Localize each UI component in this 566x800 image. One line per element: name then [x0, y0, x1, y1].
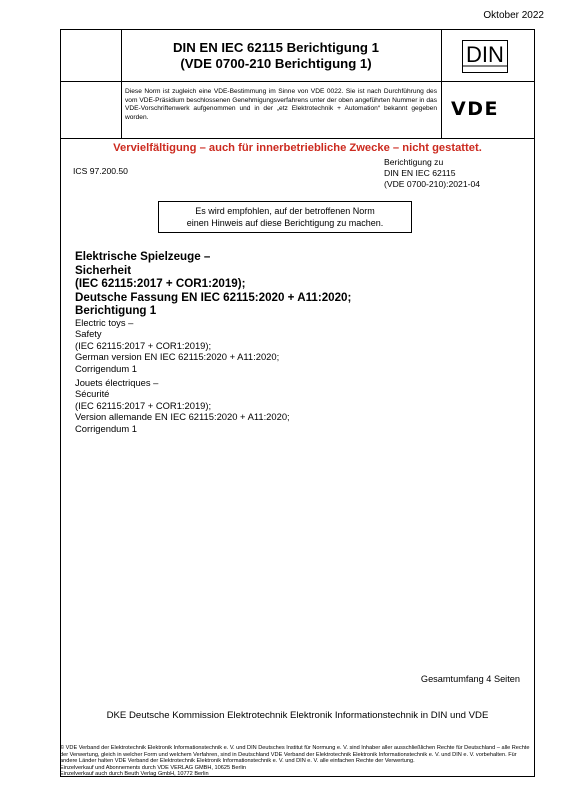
title-fr-line: Jouets électriques – — [75, 377, 159, 388]
title-de-line: Sicherheit — [75, 263, 132, 277]
title-en-line: Corrigendum 1 — [75, 362, 138, 374]
title-en-line: German version EN IEC 62115:2020 + A11:2020; — [75, 351, 280, 363]
frame-divider-top — [61, 81, 534, 82]
frame-divider-right — [441, 30, 442, 138]
din-logo — [462, 40, 508, 73]
frame-divider-mid — [61, 138, 534, 139]
correction-line3: (VDE 0700-210):2021-04 — [384, 179, 481, 189]
title-de-line: Deutsche Fassung EN IEC 62115:2020 + A11:2020; — [75, 290, 352, 304]
standard-title — [120, 40, 432, 72]
issue-date: Oktober 2022 — [483, 10, 544, 21]
title-fr-line: Corrigendum 1 — [75, 422, 138, 434]
title-en-line: (IEC 62115:2017 + COR1:2019); — [75, 339, 212, 351]
title-en-line: Safety — [75, 328, 102, 340]
title-de-line: (IEC 62115:2017 + COR1:2019); — [75, 277, 246, 291]
title-german — [75, 250, 351, 318]
correction-line1: Berichtigung zu — [384, 157, 444, 167]
title-english — [75, 317, 279, 374]
correction-reference — [384, 157, 480, 190]
title-french — [75, 377, 290, 434]
ics-code: ICS 97.200.50 — [73, 166, 128, 176]
advice-box — [158, 201, 412, 233]
title-en-line: Electric toys – — [75, 317, 134, 328]
advice-line2: einen Hinweis auf diese Berichtigung zu machen. — [186, 217, 384, 228]
copyright-footer — [60, 745, 530, 778]
standard-title-line2: (VDE 0700-210 Berichtigung 1) — [180, 56, 372, 71]
sales-line: Einzelverkauf und Abonnements durch VDE VERLAG GMBH, 10625 Berlin — [60, 764, 246, 771]
title-de-line: Elektrische Spielzeuge – — [75, 250, 211, 263]
din-logo-icon — [462, 40, 508, 73]
copyright-text: © VDE Verband der Elektrotechnik Elektronik Informationstechnik e. V. und DIN Deutsches Institut für Normung e. V. sind Inhaber aller ausschließlichen Rechte für Deutschland – alle Rechte der Verwertung, gleich in welcher Form und welchem Verfahren, sind in Deutschland VDE Verband der Elektrotechnik Elektronik Informationstechnik e. V. und DIN e. V. vorbehalten. Für andere Länder halten VDE Verband der Elektrotechnik Elektronik Informationstechnik e. V. und DIN e. V. alle einfachen Rechte der Verwertung. — [60, 745, 530, 764]
standard-title-line1: DIN EN IEC 62115 Berichtigung 1 — [173, 40, 379, 55]
title-de-line: Berichtigung 1 — [75, 304, 157, 318]
advice-line1: Es wird empfohlen, auf der betroffenen Norm — [195, 206, 375, 216]
correction-line2: DIN EN IEC 62115 — [384, 168, 456, 178]
vde-logo: VDE — [451, 98, 499, 120]
sales-line: Einzelverkauf auch durch Beuth Verlag GmbH, 10772 Berlin — [60, 771, 209, 777]
title-fr-line: (IEC 62115:2017 + COR1:2019); — [75, 399, 212, 411]
vde-notice: Diese Norm ist zugleich eine VDE-Bestimmung im Sinne von VDE 0022. Sie ist nach Durchführung des vom VDE-Präsidium beschlossenen Genehmigungsverfahrens unter der oben angeführten Nummer in das VDE-Vorschriftenwerk aufgenommen und in der „etz Elektrotechnik + Automation“ bekannt gegeben worden. — [125, 88, 437, 121]
title-fr-line: Version allemande EN IEC 62115:2020 + A11:2020; — [75, 411, 290, 423]
reproduction-warning: Vervielfältigung – auch für innerbetriebliche Zwecke – nicht gestattet. — [113, 142, 482, 154]
dke-line: DKE Deutsche Kommission Elektrotechnik Elektronik Informationstechnik in DIN und VDE — [106, 710, 489, 721]
din-logo-text: DIN — [466, 42, 504, 67]
page-count: Gesamtumfang 4 Seiten — [420, 674, 520, 684]
title-fr-line: Sécurité — [75, 388, 110, 400]
